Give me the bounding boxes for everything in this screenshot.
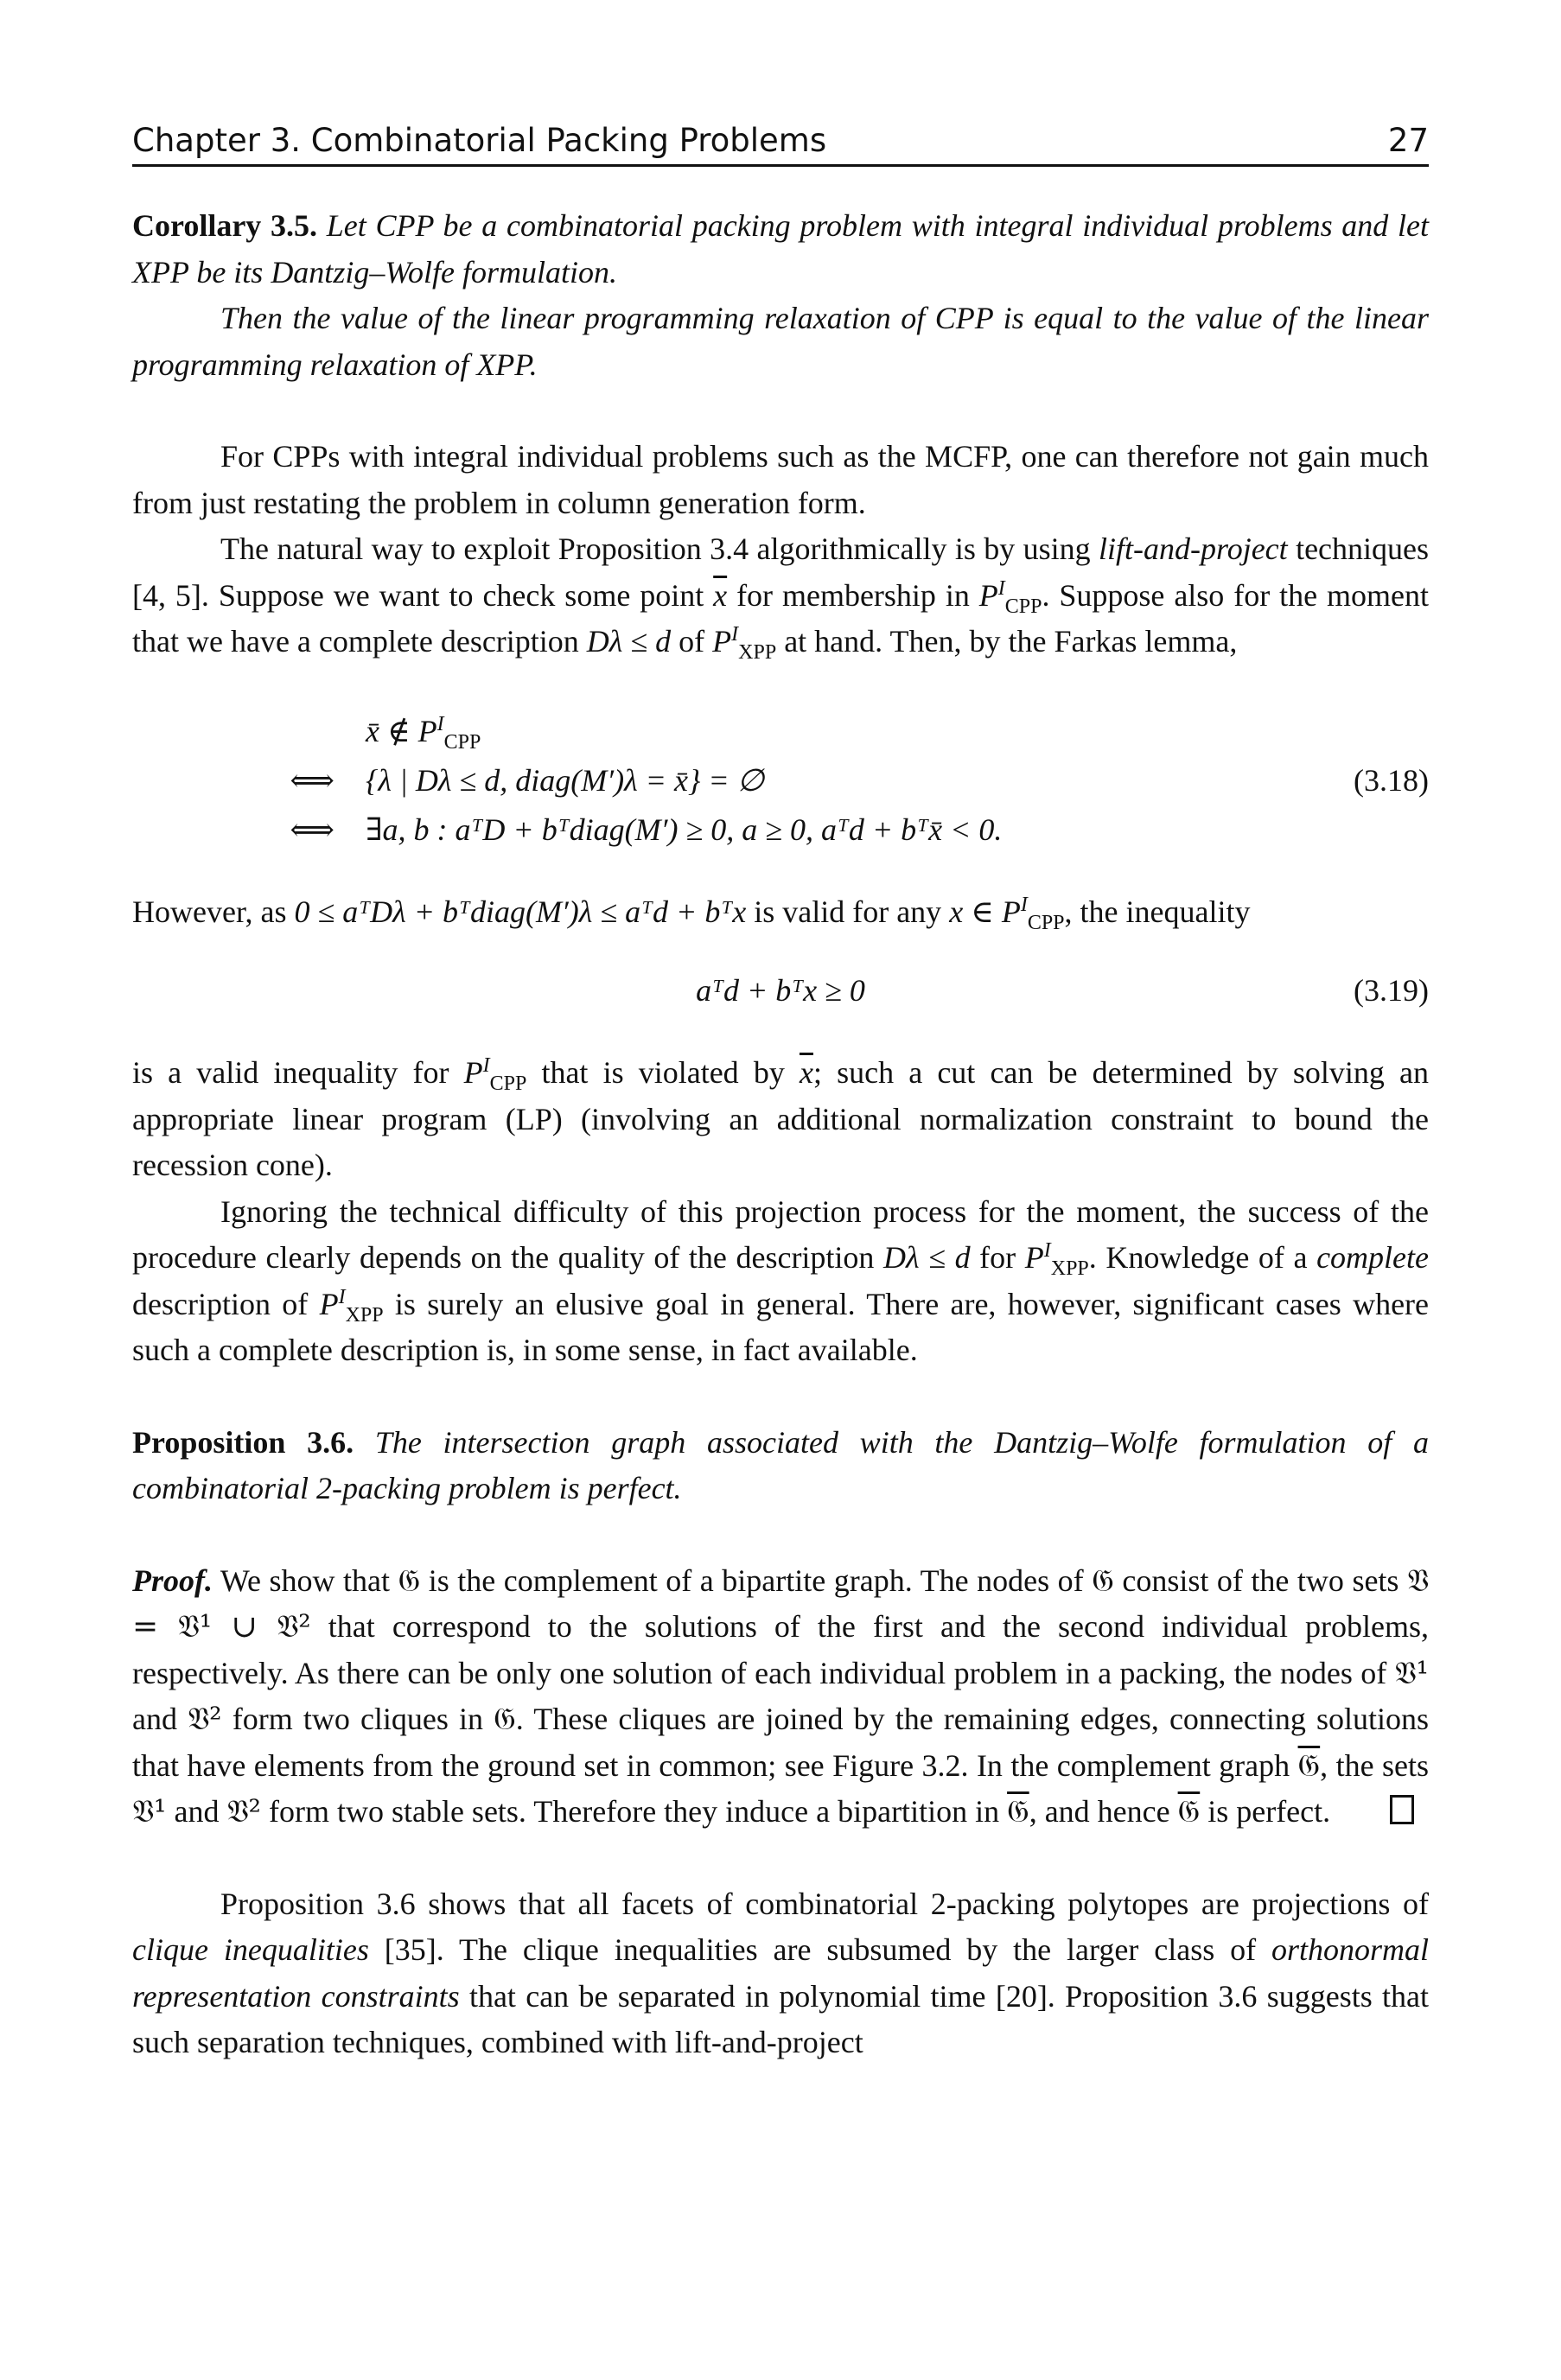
- math-x: $\overline{x}$: [713, 577, 728, 613]
- math-p-cpp: $P^I_{CPP}$: [978, 576, 1042, 618]
- paragraph-2: The natural way to exploit Proposition 3.4 algorithmically is by using lift-and-project techniques [4, 5]. Suppose we want to check some point $\overline{x}$ for membership in $P^I_{CPP}$. Suppose also for the moment that we have a complete description Dλ ≤ d of $P^I_{XPP}$ at hand. Then, by the Farkas lemma,: [132, 531, 1430, 665]
- proof-label: Proof.: [132, 1562, 213, 1598]
- proposition-label: Proposition 3.6.: [132, 1424, 354, 1460]
- qed-box: [1390, 1795, 1414, 1824]
- chapter-title: Chapter 3. Combinatorial Packing Problems: [132, 122, 827, 159]
- math-p-xpp: $P^I_{XPP}$: [712, 623, 777, 665]
- eq-line-2: {λ | Dλ ≤ d, diag(M′)λ = x̄} = ∅: [366, 762, 764, 798]
- corollary-text-2: Then the value of the linear programming relaxation of CPP is equal to the value of the linear programming relaxation of XPP.: [132, 301, 1429, 382]
- math-x-2: $\overline{x}$: [799, 1055, 813, 1090]
- eq-line-3: ∃a, b : aᵀD + bᵀdiag(M′) ≥ 0, a ≥ 0, aᵀd + bᵀx̄ < 0.: [366, 811, 1003, 847]
- page-number: 27: [1387, 122, 1429, 159]
- paragraph-5: Ignoring the technical difficulty of this projection process for the moment, the success of the procedure clearly depends on the quality of the description Dλ ≤ d for $P^I_{XPP}$. Knowledge of a complete description of $P^I_{XPP}$ is surely an elusive goal in general. There are, however, significant cases where such a complete description is, in some sense, in fact available.: [132, 1193, 1430, 1367]
- corollary-label: Corollary 3.5.: [132, 208, 318, 243]
- iff-arrow-1: ⟺: [290, 762, 334, 798]
- corollary-text-1: Let CPP be a combinatorial packing problem with integral individual problems and let XPP be its Dantzig–Wolfe formulation.: [132, 208, 1429, 290]
- math-x-in-p: x ∈ $P^I_{CPP}$: [949, 893, 1065, 934]
- proposition-text: The intersection graph associated with the Dantzig–Wolfe formulation of a combinatorial 2-packing problem is perfect.: [132, 1424, 1429, 1505]
- proof: Proof. We show that 𝔊 is the complement of a bipartite graph. The nodes of 𝔊 consist of the two sets 𝔙 = 𝔙¹ ∪ 𝔙² that correspond to the solutions of the first and the second individual problems, respectively. As there can be only one solution of each individual problem in a packing, the nodes of 𝔙¹ and 𝔙² form two cliques in 𝔊. These cliques are joined by the remaining edges, connecting solutions that have elements from the ground set in common; see Figure 3.2. In the complement graph 𝔊, the sets 𝔙¹ and 𝔙² form two stable sets. Therefore they induce a bipartition in 𝔊, and hence 𝔊 is perfect.: [132, 1562, 1430, 1830]
- equation-3-18: [132, 707, 1429, 855]
- iff-arrow-2: ⟺: [290, 811, 334, 847]
- corollary-3-5: [132, 203, 1429, 296]
- paragraph-3: However, as 0 ≤ aᵀDλ + bᵀdiag(M′)λ ≤ aᵀd + bᵀx is valid for any x ∈ $P^I_{CPP}$, the inequality: [132, 893, 1251, 934]
- math-p-cpp-2: $P^I_{CPP}$: [463, 1054, 527, 1096]
- eq-number-3-18: (3.18): [1354, 762, 1429, 798]
- paragraph-1: For CPPs with integral individual problems such as the MCFP, one can therefore not gain much from just restating the problem in column generation form.: [132, 439, 1429, 520]
- paragraph-6: Proposition 3.6 shows that all facets of combinatorial 2-packing polytopes are projections of clique inequalities [35]. The clique inequalities are subsumed by the larger class of orthonormal representation constraints that can be separated in polynomial time [20]. Proposition 3.6 suggests that such separation techniques, combined with lift-and-project: [132, 1886, 1430, 2059]
- proposition-3-6: [132, 1420, 1429, 1512]
- running-header: [132, 121, 1429, 167]
- paragraph-4: is a valid inequality for $P^I_{CPP}$ that is violated by $\overline{x}$; such a cut can be determined by solving an appropriate linear program (LP) (involving an additional normalization constraint to bound the recession cone).: [132, 1054, 1429, 1182]
- equation-3-19: [132, 966, 1429, 1015]
- page: [132, 121, 1429, 2066]
- math-dl-le-d: Dλ ≤ d: [586, 624, 672, 659]
- eq-number-3-19: (3.19): [1354, 973, 1429, 1008]
- eq-line-1: x̄ ∉ $P^I_{CPP}$: [366, 712, 481, 754]
- math-ineq-chain: 0 ≤ aᵀDλ + bᵀdiag(M′)λ ≤ aᵀd + bᵀx: [294, 894, 747, 929]
- eq-3-19-body: aᵀd + bᵀx ≥ 0: [696, 973, 865, 1008]
